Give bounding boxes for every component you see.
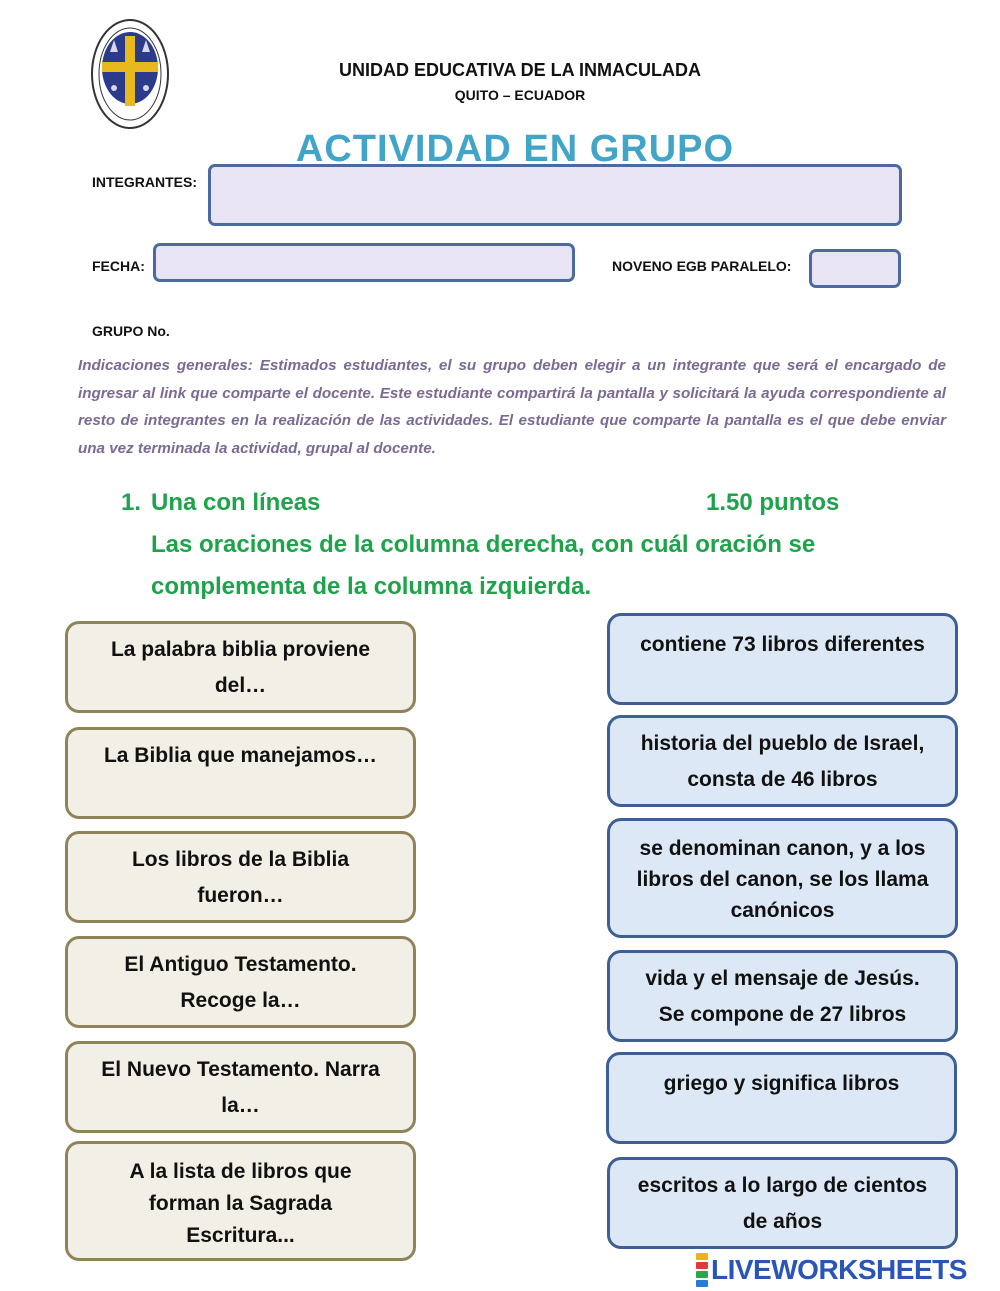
right-item-text: se denominan canon, y a los (639, 837, 926, 860)
liveworksheets-logo (696, 1252, 967, 1288)
school-name: UNIDAD EDUCATIVA DE LA INMACULADA (339, 60, 701, 80)
left-item-text: La Biblia que manejamos… (103, 744, 378, 767)
right-item-5[interactable] (606, 1052, 957, 1144)
left-item-1[interactable] (65, 621, 416, 713)
school-logo (90, 18, 170, 130)
right-item-2[interactable] (607, 715, 958, 807)
question-points: 1.50 puntos (706, 489, 840, 516)
left-item-5[interactable] (65, 1041, 416, 1133)
left-item-text: El Antiguo Testamento. (124, 953, 357, 976)
left-item-text: Los libros de la Biblia (131, 848, 350, 871)
right-item-text: contiene 73 libros diferentes (640, 633, 925, 656)
left-item-3[interactable] (65, 831, 416, 923)
school-city: QUITO – ECUADOR (454, 87, 586, 103)
right-item-6[interactable] (607, 1157, 958, 1249)
integrantes-input[interactable] (208, 164, 902, 226)
right-item-text: de años (742, 1210, 823, 1233)
question-number: 1. (121, 489, 142, 516)
left-item-text: fueron… (197, 884, 284, 907)
left-item-text: forman la Sagrada (148, 1192, 333, 1215)
left-item-text: Recoge la… (180, 989, 301, 1012)
integrantes-label: INTEGRANTES: (92, 174, 197, 190)
right-item-text: consta de 46 libros (687, 768, 878, 791)
fecha-label: FECHA: (92, 258, 145, 274)
grupo-label: GRUPO No. (92, 323, 170, 339)
left-item-text: La palabra biblia proviene (110, 638, 371, 661)
question-title: Una con líneas (151, 489, 321, 516)
paralelo-label: NOVENO EGB PARALELO: (612, 258, 792, 274)
liveworksheets-badge-icon (696, 1252, 708, 1288)
general-instructions: Indicaciones generales: Estimados estudiantes, el su grupo deben elegir a un integrante que será el encargado de ingresar al link que comparte el docente. Este estudiante compartirá la pantalla y solicitará la ayuda correspondiente al resto de integrantes en la realización de las actividades. El estudiante que comparte la pantalla es el que debe enviar una vez terminada la actividad, grupal al docente. (78, 357, 946, 457)
left-item-6[interactable] (65, 1141, 416, 1261)
paralelo-input[interactable] (809, 249, 901, 288)
right-item-text: Se compone de 27 libros (658, 1003, 907, 1026)
right-item-text: canónicos (730, 899, 835, 922)
liveworksheets-text: LIVEWORKSHEETS (711, 1254, 967, 1285)
activity-title: ACTIVIDAD EN GRUPO (295, 128, 735, 162)
school-crest-icon (90, 18, 170, 130)
question-subtitle-line1: Las oraciones de la columna derecha, con cuál oración se (151, 531, 816, 558)
left-item-text: A la lista de libros que (129, 1160, 352, 1183)
left-item-2[interactable] (65, 727, 416, 819)
right-item-text: escritos a lo largo de cientos (637, 1174, 928, 1197)
right-item-text: historia del pueblo de Israel, (640, 732, 925, 755)
right-item-text: vida y el mensaje de Jesús. (645, 967, 920, 990)
left-item-text: Escritura... (186, 1224, 295, 1247)
left-item-4[interactable] (65, 936, 416, 1028)
left-item-text: la… (221, 1094, 260, 1117)
right-item-3[interactable] (607, 818, 958, 938)
right-item-text: griego y significa libros (663, 1072, 900, 1095)
fecha-input[interactable] (153, 243, 575, 282)
question-subtitle-line2: complementa de la columna izquierda. (151, 573, 592, 600)
right-item-4[interactable] (607, 950, 958, 1042)
right-item-text: libros del canon, se los llama (636, 868, 929, 891)
left-item-text: del… (214, 674, 267, 697)
left-item-text: El Nuevo Testamento. Narra (101, 1058, 380, 1081)
right-item-1[interactable] (607, 613, 958, 705)
